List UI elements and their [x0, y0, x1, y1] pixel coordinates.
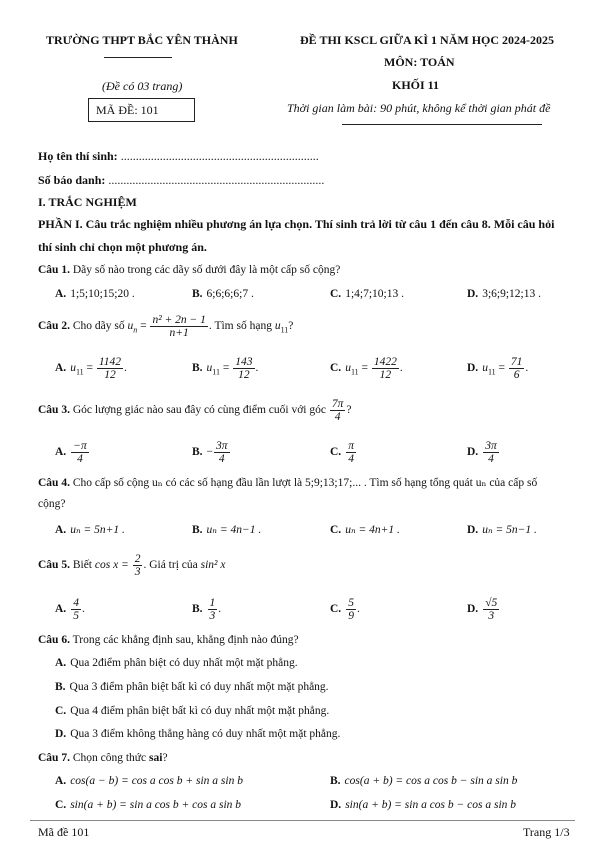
q5-label: Câu 5. [38, 559, 70, 572]
q5-stem: Câu 5. Biết cos x = $\frac{2}{3}$ . Giá trị của sin² x [38, 553, 226, 579]
q4-option-a: A. uₙ = 5n+1 . [55, 524, 125, 536]
q2-fraction: $\frac{\text{n² + 2n − 1}}{n+1}$ [152, 314, 206, 340]
q6-stem: Câu 6. Trong các khẳng định sau, khẳng định nào đúng? [38, 634, 299, 646]
q6-option-a: A. Qua 2điểm phân biệt có duy nhất một mặt phẳng. [55, 657, 298, 669]
q1-stem [38, 264, 340, 276]
time-underline [342, 124, 542, 125]
q4-option-c: C. uₙ = 4n+1 . [330, 524, 400, 536]
q3-label: Câu 3. [38, 404, 70, 417]
q5-option-a: A. $\frac{4}{5}$ . [55, 597, 85, 623]
subject: MÔN: TOÁN [384, 55, 455, 69]
q4-stem-line2: cộng? [38, 498, 66, 510]
q6-option-b: B. Qua 3 điểm phân biệt bất kì có duy nhất một mặt phẳng. [55, 681, 329, 693]
exam-code: MÃ ĐỀ: 101 [96, 103, 159, 117]
q1-option-b: B. 6;6;6;6;7 . [192, 288, 254, 300]
pages-note: (Đề có 03 trang) [102, 79, 183, 93]
q2-option-d: D. $u_{11}$ = $\frac{71}{6}$ . [467, 356, 529, 382]
q5-option-c: C. $\frac{5}{9}$ . [330, 597, 360, 623]
school-name: TRƯỜNG THPT BẮC YÊN THÀNH [46, 33, 238, 47]
q6-option-c: C. Qua 4 điểm phân biệt bất kì có duy nhất một mặt phẳng. [55, 705, 330, 717]
q1-text: Dãy số nào trong các dãy số dưới đây là một cấp số cộng? [72, 264, 341, 276]
q1-option-a: A. 1;5;10;15;20 . [55, 288, 135, 300]
q3-option-a: A. $\frac{-\pi}{4}$ [55, 440, 87, 466]
q3-stem: Câu 3. Góc lượng giác nào sau đây có cùng điểm cuối với góc $\frac{7\pi}{4}$ ? [38, 398, 352, 424]
q7-label: Câu 7. [38, 752, 70, 764]
q2-option-a: A. $u_{11}$ = $\frac{1142}{12}$ . [55, 356, 127, 382]
q7-stem: Câu 7. Chọn công thức sai? [38, 752, 168, 764]
q4-label: Câu 4. [38, 477, 70, 489]
student-id-line [38, 173, 324, 188]
school-underline [104, 57, 172, 58]
q1-option-c: C. 1;4;7;10;13 . [330, 288, 404, 300]
section-title: I. TRẮC NGHIỆM [38, 195, 137, 209]
student-name-label: Họ tên thí sinh: [38, 149, 118, 163]
grade: KHỐI 11 [392, 78, 440, 92]
part-line-2: thí sinh chỉ chọn một phương án. [38, 240, 207, 254]
student-name-dots: .................................................................. [120, 149, 319, 163]
q5-fraction: $\frac{2}{3}$ [134, 553, 141, 579]
q6-label: Câu 6. [38, 634, 70, 646]
q1-label: Câu 1. [38, 264, 70, 276]
q2-option-c: C. $u_{11}$ = $\frac{1422}{12}$ . [330, 356, 403, 382]
footer-rule [30, 820, 575, 821]
q5-option-b: B. $\frac{1}{3}$ . [192, 597, 222, 623]
q2-option-b: B. $u_{11}$ = $\frac{143}{12}$ . [192, 356, 259, 382]
q4-stem-line1: Câu 4. Cho cấp số cộng uₙ có các số hạng đầu lần lượt là 5;9;13;17;... . Tìm số hạng tổng quát uₙ của cấp số [38, 477, 538, 489]
part-line-1: PHẦN I. Câu trắc nghiệm nhiều phương án lựa chọn. Thí sinh trả lời từ câu 1 đến câu 8. Mỗi câu hỏi [38, 217, 555, 231]
q7-option-b: B. cos(a + b) = cos a cos b − sin a sin b [330, 775, 518, 787]
student-id-dots: ........................................................................ [108, 173, 325, 187]
footer-exam-code: Mã đề 101 [38, 825, 90, 839]
q1-option-d: D. 3;6;9;12;13 . [467, 288, 541, 300]
q3-option-b: B. − $\frac{3\pi}{4}$ [192, 440, 228, 466]
q5-option-d: D. $\frac{√5}{3}$ [467, 597, 498, 623]
student-id-label: Số báo danh: [38, 173, 106, 187]
q4-option-d: D. uₙ = 5n−1 . [467, 524, 537, 536]
q2-stem: Câu 2. Cho dãy số $u_n$ = $\frac{\text{n² + 2n − 1}}{n+1}$ . Tìm số hạng $u_{11}$? [38, 314, 294, 340]
time-note: Thời gian làm bài: 90 phút, không kể thời gian phát đề [287, 101, 551, 115]
q3-fraction: $\frac{7\pi}{4}$ [331, 398, 344, 424]
q2-label: Câu 2. [38, 320, 70, 333]
q3-option-d: D. $\frac{3\pi}{4}$ [467, 440, 497, 466]
q7-option-d: D. sin(a + b) = sin a cos b − cos a sin b [330, 799, 517, 811]
q3-option-c: C. $\frac{\pi}{4}$ [330, 440, 354, 466]
footer-page-number: Trang 1/3 [523, 825, 570, 839]
student-name-line [38, 149, 319, 164]
q7-option-c: C. sin(a + b) = sin a cos b + cos a sin b [55, 799, 242, 811]
q4-option-b: B. uₙ = 4n−1 . [192, 524, 262, 536]
q6-option-d: D. Qua 3 điểm không thẳng hàng có duy nhất một mặt phẳng. [55, 728, 341, 740]
q7-option-a: A. cos(a − b) = cos a cos b + sin a sin b [55, 775, 243, 787]
exam-title: ĐỀ THI KSCL GIỮA KÌ 1 NĂM HỌC 2024-2025 [300, 33, 555, 47]
